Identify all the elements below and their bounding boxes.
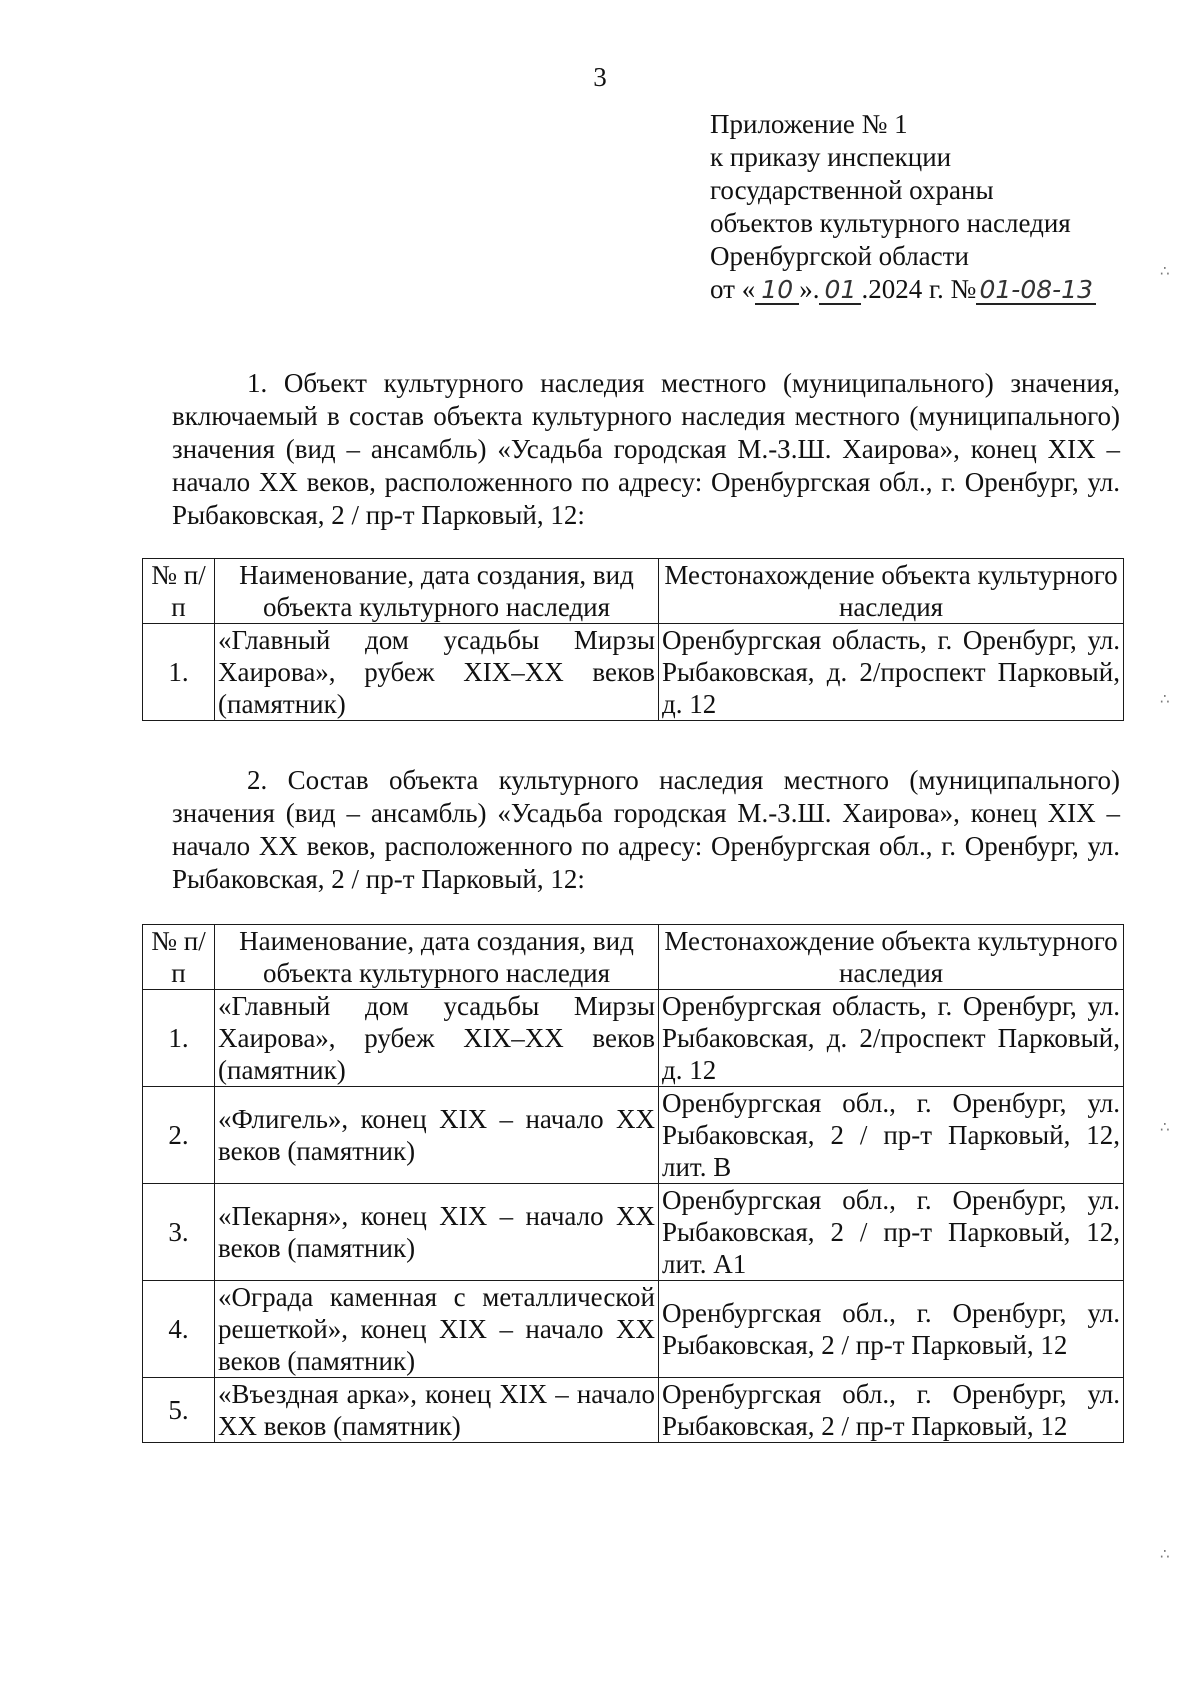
row-number: 3. [143, 1184, 215, 1281]
table-row [143, 624, 1124, 721]
date-prefix: от « [710, 274, 756, 304]
margin-speck-icon: ∴ [1160, 1545, 1171, 1563]
header-num: № п/п [143, 559, 215, 624]
row-number: 1. [143, 990, 215, 1087]
row-number: 5. [143, 1378, 215, 1443]
date-separator: ». [799, 274, 820, 304]
section-2-text: 2. Состав объекта культурного наследия местного (муниципального) значения (вид – ансамбль) «Усадьба городская М.-З.Ш. Хаирова», конец XIX – начало XX веков, расположенного по адресу: Оренбургская обл., г. Оренбург, ул. Рыбаковская, 2 / пр-т Парковый, 12: [172, 765, 1120, 894]
page-number: 3 [593, 62, 607, 92]
header-name: Наименование, дата создания, вид объекта культурного наследия [215, 925, 659, 990]
header-num: № п/п [143, 925, 215, 990]
table-row [143, 1281, 1124, 1378]
annex-date-line [710, 273, 1150, 306]
row-location: Оренбургская обл., г. Оренбург, ул. Рыбаковская, 2 / пр-т Парковый, 12 [659, 1378, 1124, 1443]
margin-speck-icon: ∴ [1160, 690, 1171, 708]
annex-line: объектов культурного наследия [710, 208, 1071, 238]
table-header-row [143, 925, 1124, 990]
row-name: «Флигель», конец XIX – начало XX веков (памятник) [215, 1087, 659, 1184]
row-location: Оренбургская обл., г. Оренбург, ул. Рыбаковская, 2 / пр-т Парковый, 12 [659, 1281, 1124, 1378]
table-row [143, 1184, 1124, 1281]
margin-speck-icon: ∴ [1160, 1118, 1171, 1136]
table-1 [142, 558, 1124, 721]
row-location: Оренбургская обл., г. Оренбург, ул. Рыбаковская, 2 / пр-т Парковый, 12, лит. А1 [659, 1184, 1124, 1281]
row-location: Оренбургская область, г. Оренбург, ул. Рыбаковская, д. 2/проспект Парковый, д. 12 [659, 990, 1124, 1087]
header-location: Местонахождение объекта культурного наследия [659, 925, 1124, 990]
table-row [143, 990, 1124, 1087]
row-name: «Главный дом усадьбы Мирзы Хаирова», рубеж XIX–XX веков (памятник) [215, 624, 659, 721]
row-number: 4. [143, 1281, 215, 1378]
header-location: Местонахождение объекта культурного наследия [659, 559, 1124, 624]
annex-header [710, 108, 1150, 306]
table-row [143, 1378, 1124, 1443]
row-name: «Ограда каменная с металлической решеткой», конец XIX – начало XX веков (памятник) [215, 1281, 659, 1378]
row-name: «Главный дом усадьбы Мирзы Хаирова», рубеж XIX–XX веков (памятник) [215, 990, 659, 1087]
table-2 [142, 924, 1124, 1443]
annex-line: государственной охраны [710, 175, 994, 205]
annex-line: Оренбургской области [710, 241, 969, 271]
table-row [143, 1087, 1124, 1184]
row-number: 2. [143, 1087, 215, 1184]
header-name: Наименование, дата создания, вид объекта культурного наследия [215, 559, 659, 624]
table-header-row [143, 559, 1124, 624]
section-1-text: 1. Объект культурного наследия местного (муниципального) значения, включаемый в состав объекта культурного наследия местного (муниципального) значения (вид – ансамбль) «Усадьба городская М.-З.Ш. Хаирова», конец XIX – начало XX веков, расположенного по адресу: Оренбургская обл., г. Оренбург, ул. Рыбаковская, 2 / пр-т Парковый, 12: [172, 368, 1120, 530]
handwritten-doc-number: 01-08-13 [976, 277, 1096, 305]
row-location: Оренбургская область, г. Оренбург, ул. Рыбаковская, д. 2/проспект Парковый, д. 12 [659, 624, 1124, 721]
handwritten-day: 10 [755, 277, 799, 305]
margin-speck-icon: ∴ [1160, 262, 1171, 280]
row-location: Оренбургская обл., г. Оренбург, ул. Рыбаковская, 2 / пр-т Парковый, 12, лит. В [659, 1087, 1124, 1184]
annex-line: к приказу инспекции [710, 142, 952, 172]
row-number: 1. [143, 624, 215, 721]
row-name: «Пекарня», конец XIX – начало XX веков (памятник) [215, 1184, 659, 1281]
handwritten-month: 01 [819, 277, 861, 305]
annex-title: Приложение № 1 [710, 109, 908, 139]
row-name: «Въездная арка», конец XIX – начало XX веков (памятник) [215, 1378, 659, 1443]
date-year: .2024 г. № [861, 274, 977, 304]
